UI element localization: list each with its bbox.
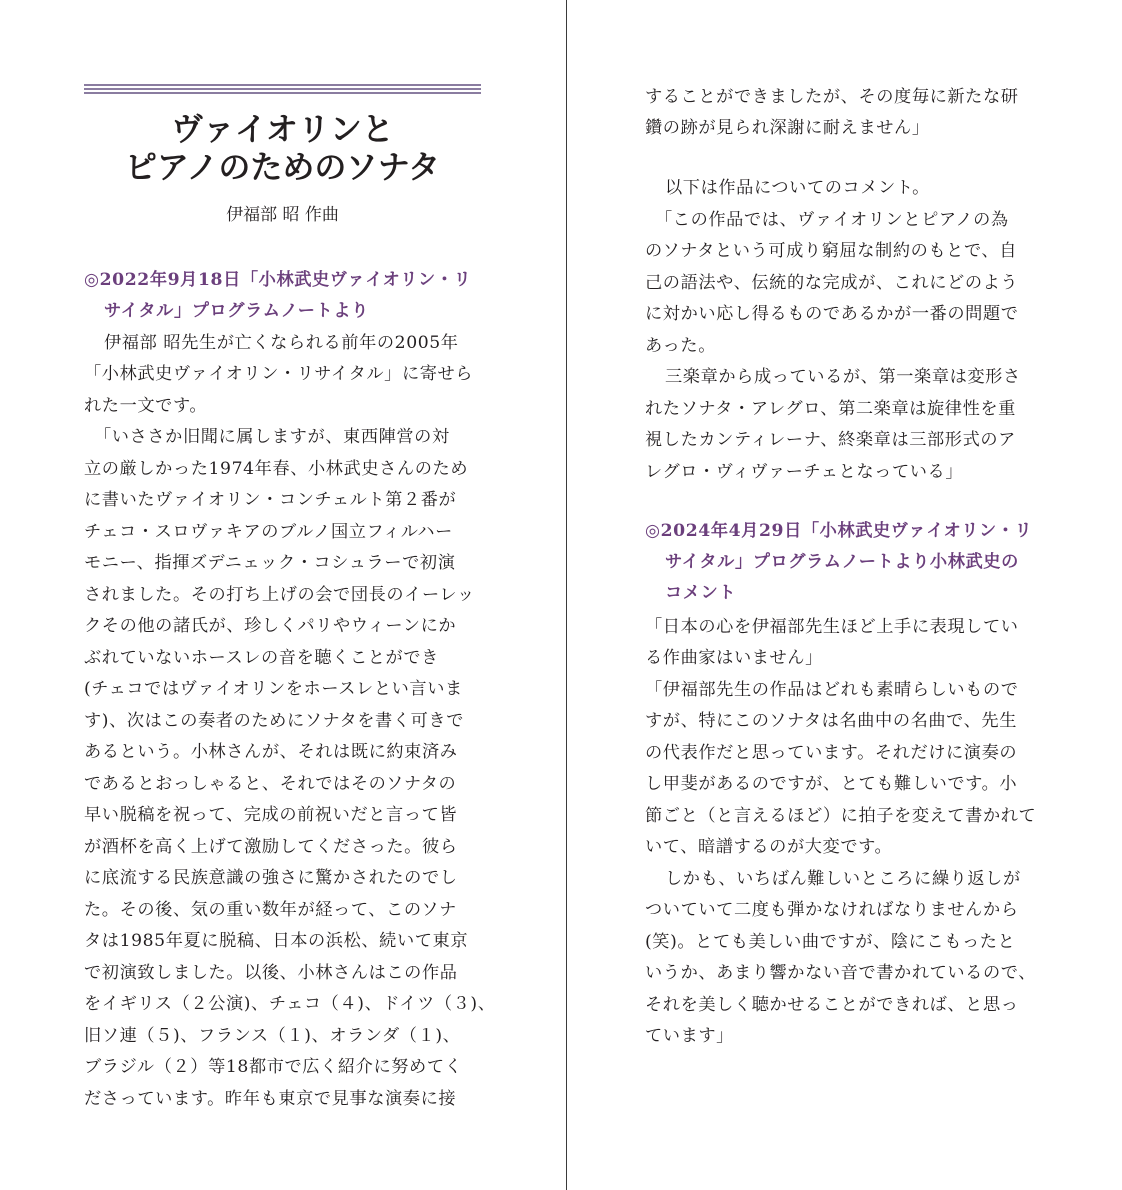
body-line: 早い脱稿を祝って、完成の前祝いだと言って皆 [84, 805, 458, 825]
body-line: 「伊福部先生の作品はどれも素晴らしいもので [645, 680, 1019, 700]
body-line: をイギリス（２公演)、チェコ（４)、ドイツ（３)、 [84, 994, 496, 1014]
body-line: いて、暗譜するのが大変です。 [645, 837, 893, 857]
body-line: いうか、あまり響かない音で書かれているので、 [645, 963, 1036, 983]
body-line: 以下は作品についてのコメント。 [665, 178, 930, 198]
title-rule [84, 84, 481, 96]
body-line: 立の厳しかった1974年春、小林武史さんのため [84, 459, 469, 479]
body-line: ぶれていないホースレの音を聴くことができ [84, 648, 439, 668]
body-line: ださっています。昨年も東京で見事な演奏に接 [84, 1089, 457, 1109]
body-line: 「この作品では、ヴァイオリンとピアノの為 [655, 210, 1009, 230]
page-title [84, 110, 481, 186]
body-line: しかも、いちばん難しいところに繰り返しが [665, 869, 1021, 889]
body-line: すが、特にこのソナタは名曲中の名曲で、先生 [645, 711, 1017, 731]
body-line: あった。 [645, 336, 716, 356]
body-line: 「日本の心を伊福部先生ほど上手に表現してい [645, 617, 1019, 637]
body-line: が酒杯を高く上げて激励してくださった。彼ら [84, 837, 458, 857]
body-line: し甲斐があるのですが、とても難しいです。小 [645, 774, 1018, 794]
body-line: レグロ・ヴィヴァーチェとなっている」 [645, 462, 964, 482]
body-line: であるとおっしゃると、それではそのソナタの [84, 774, 457, 794]
body-line: の代表作だと思っています。それだけに演奏の [645, 743, 1018, 763]
body-line: チェコ・スロヴァキアのブルノ国立フィルハー [84, 522, 453, 542]
body-line: することができましたが、その度毎に新たな研 [645, 87, 1019, 107]
section2-heading-line: ◎2024年4月29日「小林武史ヴァイオリン・リ [645, 521, 1033, 541]
body-line: モニー、指揮ズデニェック・コシュラーで初演 [84, 553, 456, 573]
body-line: ブラジル（２）等18都市で広く紹介に努めてく [84, 1057, 463, 1077]
body-line: 旧ソ連（５)、フランス（１)、オランダ（１)、 [84, 1026, 461, 1046]
body-line: れた一文です。 [84, 396, 208, 416]
body-line: 「いささか旧聞に属しますが、東西陣営の対 [94, 427, 450, 447]
body-line: 視したカンティレーナ、終楽章は三部形式のア [645, 430, 1016, 450]
title-line-1: ヴァイオリンと [171, 110, 394, 148]
body-line: のソナタという可成り窮屈な制約のもとで、自 [645, 241, 1017, 261]
body-line: 己の語法や、伝統的な完成が、これにどのよう [645, 273, 1019, 293]
body-line: す)、次はこの奏者のためにソナタを書く可きで [84, 711, 464, 731]
body-line: ています」 [645, 1026, 734, 1046]
section2-heading-line: コメント [665, 583, 737, 603]
body-line: ついていて二度も弾かなければなりませんから [645, 900, 1019, 920]
body-line: た。その後、気の重い数年が経って、このソナ [84, 900, 457, 920]
body-line: あるという。小林さんが、それは既に約束済み [84, 742, 458, 762]
section2-heading-line: サイタル」プログラムノートより小林武史の [665, 552, 1019, 572]
body-line: されました。その打ち上げの会で団長のイーレッ [84, 585, 475, 605]
body-line: に対かい応し得るものであるかが一番の問題で [645, 304, 1019, 324]
page-divider [566, 0, 567, 1190]
title-line-2: ピアノのためのソナタ [124, 148, 441, 186]
section1-heading-line: サイタル」プログラムノートより [104, 301, 369, 321]
body-line: れたソナタ・アレグロ、第二楽章は旋律性を重 [645, 399, 1016, 419]
body-line: 伊福部 昭先生が亡くなられる前年の2005年 [104, 333, 459, 353]
composer-credit: 伊福部 昭 作曲 [226, 205, 339, 225]
body-line: タは1985年夏に脱稿、日本の浜松、続いて東京 [84, 931, 469, 951]
body-line: 節ごと（と言えるほど）に拍子を変えて書かれて [645, 806, 1037, 826]
body-line: (チェコではヴァイオリンをホースレとい言いま [84, 679, 463, 699]
body-line: クその他の諸氏が、珍しくパリやウィーンにか [84, 616, 457, 636]
section1-heading-line: ◎2022年9月18日「小林武史ヴァイオリン・リ [84, 270, 472, 290]
body-line: る作曲家はいません」 [645, 648, 823, 668]
body-line: それを美しく聴かせることができれば、と思っ [645, 995, 1019, 1015]
body-line: に書いたヴァイオリン・コンチェルト第２番が [84, 490, 457, 510]
body-line: 三楽章から成っているが、第一楽章は変形さ [665, 367, 1021, 387]
body-line: に底流する民族意識の強さに驚かされたのでし [84, 868, 458, 888]
body-line: 鑽の跡が見られ深謝に耐えません」 [645, 118, 930, 138]
body-line: で初演致しました。以後、小林さんはこの作品 [84, 963, 458, 983]
body-line: (笑)。とても美しい曲ですが、陰にこもったと [645, 932, 1016, 952]
body-line: 「小林武史ヴァイオリン・リサイタル」に寄せら [84, 364, 474, 384]
